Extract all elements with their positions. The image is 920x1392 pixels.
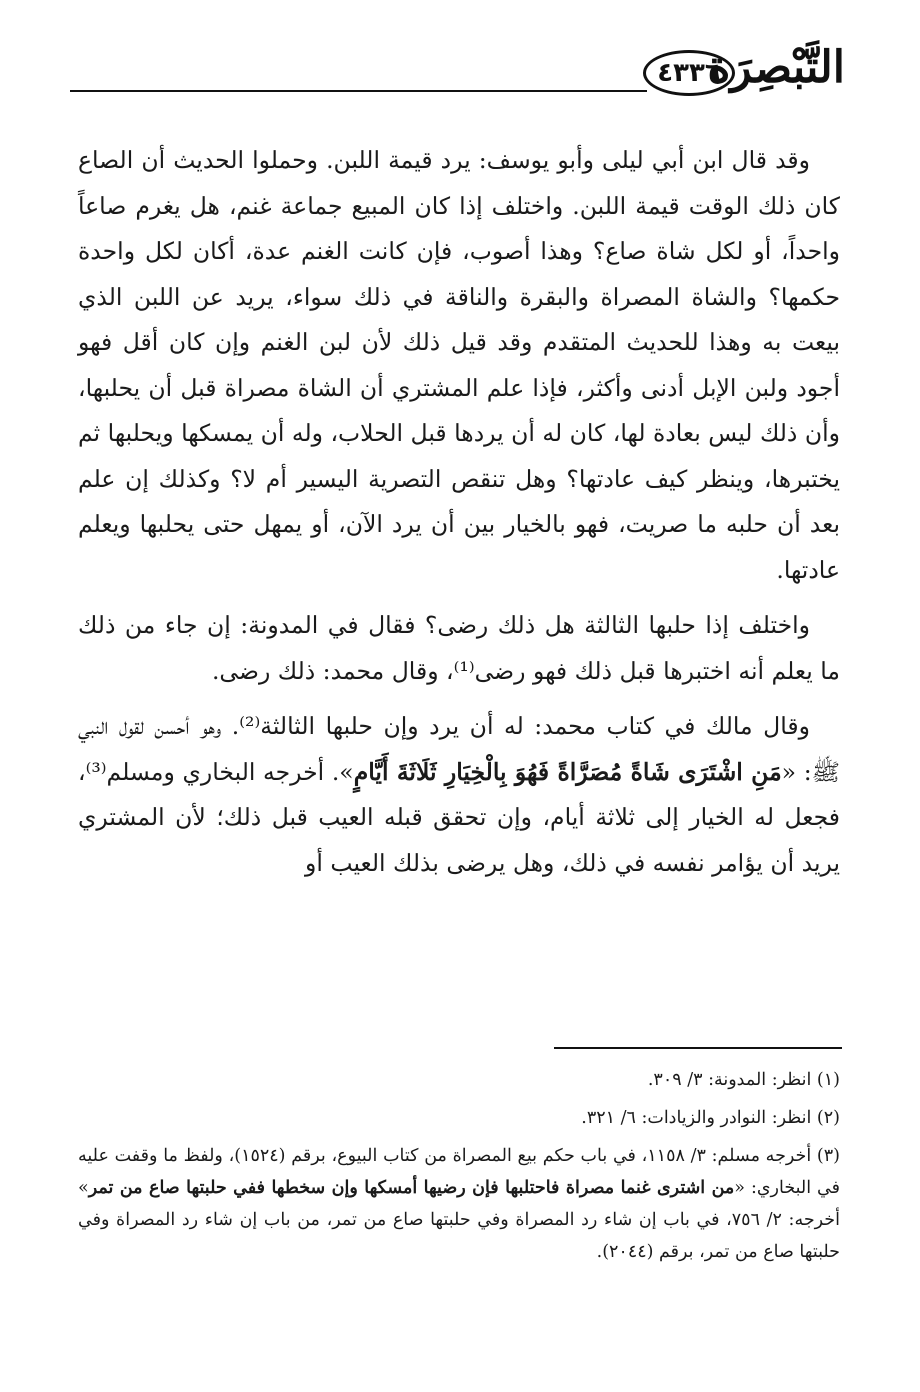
- footnote-separator: [554, 1047, 842, 1049]
- footnote-3: [78, 1140, 840, 1268]
- footnote-1: (١) انظر: المدونة: ٣/ ٣٠٩.: [647, 1070, 840, 1090]
- paragraph-3-text-before: وقال مالك في كتاب محمد: له أن يرد وإن حلبها الثالثة⁽²⁾. وهو أحسن لقول النبي ﷺ: «: [78, 712, 840, 786]
- paragraph-2: واختلف إذا حلبها الثالثة هل ذلك رضى؟ فقال في المدونة: إن جاء من ذلك ما يعلم أنه اختبرها قبل ذلك فهو رضى⁽¹⁾، وقال محمد: ذلك رضى.: [78, 611, 840, 685]
- header-rule: [70, 90, 647, 92]
- paragraph-1: وقد قال ابن أبي ليلى وأبو يوسف: يرد قيمة اللبن. وحملوا الحديث أن الصاع كان ذلك الوقت قيمة اللبن. واختلف إذا كان المبيع جماعة غنم، هل يغرم صاعاً واحداً، أو لكل شاة صاع؟ وهذا أصوب، فإن كانت الغنم عدة، أكان لكل واحدة حكمها؟ والشاة المصراة والبقرة والناقة في ذلك سواء، يريد عن اللبن الذي بيعت به وهذا للحديث المتقدم وقد قيل ذلك لأن لبن الغنم وإن كان أقل فهو أجود ولبن الإبل أدنى وأكثر، فإذا علم المشتري أن الشاة مصراة قبل أن يحلبها، وأن ذلك ليس بعادة لها، كان له أن يردها قبل الحلاب، وله أن يمسكها ويحلبها ثم يختبرها، وينظر كيف عادتها؟ وهل تنقص التصرية اليسير أم لا؟ وكذلك إن علم بعد أن حلبه ما صريت، فهو بالخيار بين أن يرد الآن، أو يمهل حتى يحلبها ويعلم عادتها.: [78, 146, 840, 584]
- footnote-2: (٢) انظر: النوادر والزيادات: ٦/ ٣٢١.: [581, 1108, 840, 1128]
- page-header: [70, 38, 845, 108]
- footnotes: [78, 1064, 840, 1274]
- main-text: [78, 138, 840, 886]
- page-number-badge: [643, 50, 735, 96]
- paragraph-3-text-after: ». أخرجه البخاري ومسلم⁽³⁾، فجعل له الخيار إلى ثلاثة أيام، وإن تحقق قبله العيب قبل ذلك؛ لأن المشتري يريد أن يؤامر نفسه في ذلك، وهل يرضى بذلك العيب أو: [78, 757, 840, 877]
- footnote-3-text-after: » أخرجه: ٢/ ٧٥٦، في باب إن شاء رد المصراة وفي حلبتها صاع من تمر، من باب إن شاء رد المصراة وفي حلبتها صاع من تمر، برقم (٢٠٤٤).: [78, 1178, 840, 1262]
- footnote-3-quote: من اشترى غنما مصراة فاحتلبها فإن رضيها أمسكها وإن سخطها ففي حلبتها صاع من تمر: [88, 1178, 735, 1198]
- page-number: ٤٣٣٦: [657, 58, 721, 88]
- book-title: التَّبْصِرَة: [707, 42, 845, 93]
- paragraph-3: [78, 704, 840, 886]
- footnote-3-text-before: (٣) أخرجه مسلم: ٣/ ١١٥٨، في باب حكم بيع المصراة من كتاب البيوع، برقم (١٥٢٤)، ولفظ ما وقفت عليه في البخاري: «: [78, 1146, 840, 1198]
- hadith-quote: مَنِ اشْتَرَى شَاةً مُصَرَّاةً فَهُوَ بِالْخِيَارِ ثَلَاثَةَ أَيَّامٍ: [353, 757, 782, 786]
